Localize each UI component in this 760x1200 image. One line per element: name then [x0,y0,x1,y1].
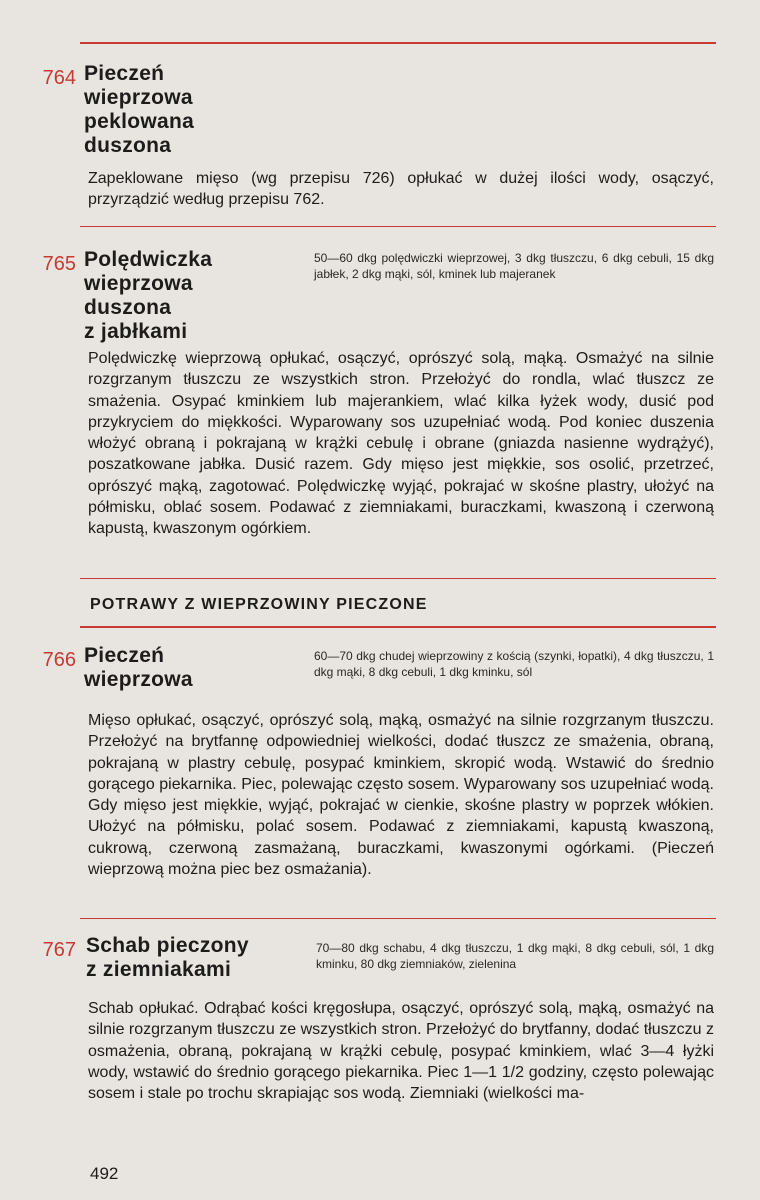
divider-top [80,42,716,44]
recipe-title-line: Polędwiczka [84,248,213,271]
divider-766-end [80,918,716,919]
recipe-title-line: wieprzowa [84,272,193,295]
recipe-ingredients: 70—80 dkg schabu, 4 dkg tłuszczu, 1 dkg mąki, 8 dkg cebuli, sól, 1 dkg kminku, 80 dkg ziemniaków, zielenina [316,941,714,971]
divider-765-end [80,578,716,579]
recipe-title-line: Schab pieczony [86,934,249,957]
recipe-ingredients: 50—60 dkg polędwiczki wieprzowej, 3 dkg tłuszczu, 6 dkg cebuli, 15 dkg jabłek, 2 dkg mąki, sól, kminek lub majeranek [314,251,714,281]
recipe-title-line: wieprzowa [84,86,193,109]
recipe-number: 766 [42,649,76,671]
recipe-number: 764 [42,67,76,89]
recipe-title-line: Pieczeń [84,62,165,85]
page-number: 492 [90,1164,119,1183]
recipe-title [84,644,193,692]
recipe-title [84,62,194,158]
recipe-instructions: Zapeklowane mięso (wg przepisu 726) opłukać w dużej ilości wody, osączyć, przyrządzić według przepisu 762. [88,170,714,209]
divider-764-end [80,226,716,227]
recipe-title-line: peklowana [84,110,195,133]
recipe-title [86,934,249,982]
recipe-instructions: Mięso opłukać, osączyć, oprószyć solą, mąką, osmażyć na silnie rozgrzanym tłuszczu. Przełożyć na brytfannę odpowiedniej wielkości, dodać tłuszcz ze smażenia, obraną, pokrajaną w plastry cebulę, posypać kminkiem, skropić wodą. Wstawić do średnio gorącego piekarnika. Piec, polewając często sosem. Wyparowany sos uzupełniać wodą. Gdy mięso jest miękkie, wyjąć, pokrajać w cienkie, skośne plastry w poprzek włókien. Ułożyć na półmisku, polać sosem. Podawać z ziemniakami, kapustą kwaszoną, cukrową, czerwoną zasmażaną, buraczkami, kwaszonymi ogórkami. (Pieczeń wieprzową można piec bez osmażania). [88,712,714,879]
recipe-title-line: duszona [84,296,172,319]
divider-section [80,626,716,628]
recipe-title [84,248,212,344]
recipe-title-line: z jabłkami [84,320,188,343]
recipe-instructions: Schab opłukać. Odrąbać kości kręgosłupa, osączyć, oprószyć solą, mąką, osmażyć na silnie rozgrzanym tłuszczu ze wszystkich stron. Przełożyć do brytfanny, dodać tłuszczu z osmażenia, obraną, pokrajaną w krążki cebulę, posypać kminkiem, wlać 3—4 łyżki wody, wstawić do średnio gorącego piekarnika. Piec 1—1 1/2 godziny, często polewając sosem i stale po trochu skrapiając sos wodą. Ziemniaki (wielkości ma- [88,1000,714,1103]
recipe-instructions: Polędwiczkę wieprzową opłukać, osączyć, oprószyć solą, mąką. Osmażyć na silnie rozgrzanym tłuszczu ze wszystkich stron. Przełożyć do rondla, wlać tłuszcz ze smażenia. Osypać kminkiem lub majerankiem, wlać kilka łyżek wody, dusić pod przykryciem do miękkości. Wyparowany sos uzupełniać wodą. Pod koniec duszenia włożyć obraną i pokrajaną w krążki cebulę i obrane (gniazda nasienne wydrążyć), poszatkowane jabłka. Dusić razem. Gdy mięso jest miękkie, sos osolić, przetrzeć, oprószyć mąką, zagotować. Polędwiczkę wyjąć, pokrajać w skośne plastry, ułożyć na półmisku, oblać sosem. Podawać z ziemniakami, buraczkami, kwaszoną i czerwoną kapustą, kwaszonym ogórkiem. [88,350,714,538]
recipe-title-line: duszona [84,134,172,157]
recipe-title-line: wieprzowa [84,668,193,691]
recipe-number: 765 [42,253,76,275]
recipe-number: 767 [42,939,76,961]
recipe-title-line: Pieczeń [84,644,165,667]
recipe-ingredients: 60—70 dkg chudej wieprzowiny z kością (szynki, łopatki), 4 dkg tłuszczu, 1 dkg mąki, 8 dkg cebuli, 1 dkg kminku, sól [314,649,714,679]
section-heading: POTRAWY Z WIEPRZOWINY PIECZONE [90,596,428,613]
recipe-title-line: z ziemniakami [86,958,232,981]
